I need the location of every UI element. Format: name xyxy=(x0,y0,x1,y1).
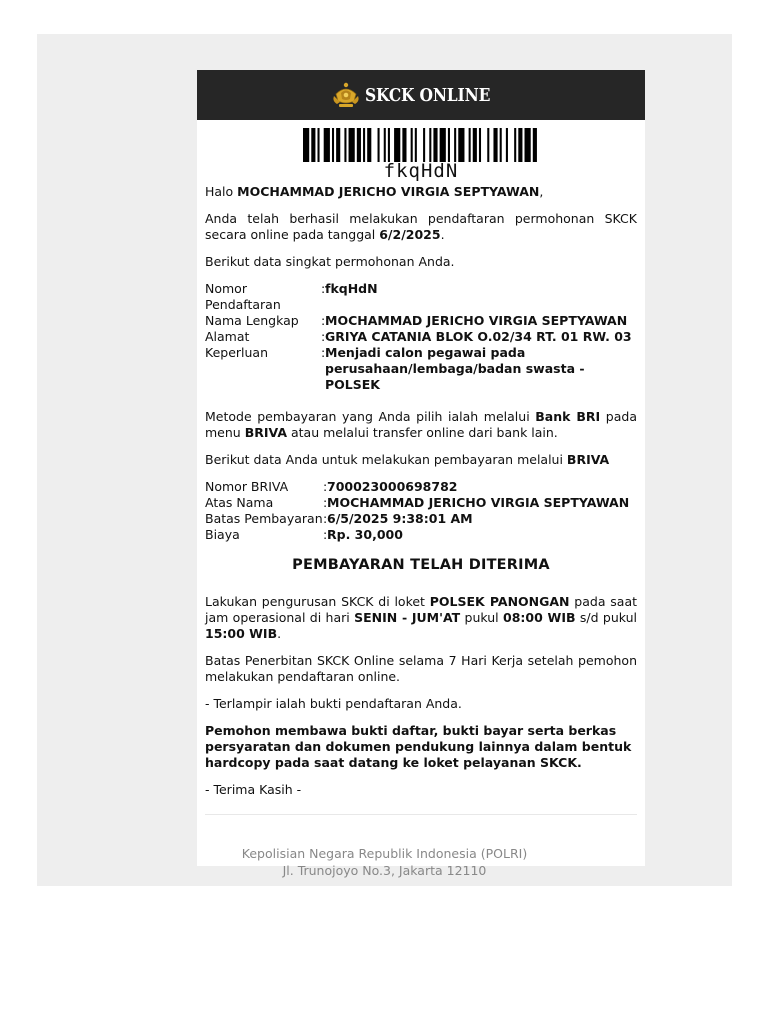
briva-details: Nomor BRIVA : 700023000698782 Atas Nama : MOCHAMMAD JERICHO VIRGIA SEPTYAWAN Batas Pembayaran : 6/5/2025 9:38:01 AM Biaya : Rp. 30,000 xyxy=(205,479,637,543)
field-label: Atas Nama xyxy=(205,495,274,510)
brand-title: SKCK ONLINE xyxy=(365,84,491,106)
email-footer xyxy=(37,846,732,879)
email-background xyxy=(37,34,732,886)
registration-date: 6/2/2025 xyxy=(379,227,441,242)
field-label: Biaya xyxy=(205,527,240,542)
intro-paragraph: Anda telah berhasil melakukan pendaftaran permohonan SKCK secara online pada tanggal 6/2/2025. xyxy=(205,211,637,242)
attachment-note: - Terlampir ialah bukti pendaftaran Anda. xyxy=(205,696,462,711)
barcode-block xyxy=(197,128,645,182)
greeting: Halo MOCHAMMAD JERICHO VIRGIA SEPTYAWAN, xyxy=(205,184,544,199)
brand xyxy=(331,80,511,110)
thanks-text: - Terima Kasih - xyxy=(205,782,302,797)
email-card xyxy=(197,70,645,866)
field-label: Nomor Pendaftaran xyxy=(205,281,281,312)
email-body xyxy=(197,184,645,815)
briva-intro: Berikut data Anda untuk melakukan pembayaran melalui BRIVA xyxy=(205,452,610,467)
barcode-code: fkqHdN xyxy=(383,160,459,182)
field-label: Nama Lengkap xyxy=(205,313,299,328)
bring-documents-note: Pemohon membawa bukti daftar, bukti bayar serta berkas persyaratan dan dokumen pendukung lainnya dalam bentuk hardcopy pada saat datang ke loket pelayanan SKCK. xyxy=(205,723,632,770)
registration-details: Nomor Pendaftaran : fkqHdN Nama Lengkap : MOCHAMMAD JERICHO VIRGIA SEPTYAWAN Alamat : GRIYA CATANIA BLOK O.02/34 RT. 01 RW. 03 Keperluan : Menjadi calon pegawai pada perusahaan/lembaga/badan swasta - POLSEK xyxy=(205,281,637,393)
divider xyxy=(205,814,637,815)
applicant-name: MOCHAMMAD JERICHO VIRGIA SEPTYAWAN xyxy=(237,184,540,199)
field-label: Alamat xyxy=(205,329,250,344)
footer-organization: Kepolisian Negara Republik Indonesia (POLRI) xyxy=(241,846,528,861)
payment-method-paragraph: Metode pembayaran yang Anda pilih ialah melalui Bank BRI pada menu BRIVA atau melalui transfer online dari bank lain. xyxy=(205,409,637,440)
field-label: Batas Pembayaran xyxy=(205,511,323,526)
field-value: MOCHAMMAD JERICHO VIRGIA SEPTYAWAN xyxy=(325,313,628,328)
field-value: fkqHdN xyxy=(325,281,378,296)
briva-number: 700023000698782 xyxy=(327,479,458,494)
field-label: Nomor BRIVA xyxy=(205,479,289,494)
payment-deadline: 6/5/2025 9:38:01 AM xyxy=(327,511,473,526)
summary-intro: Berikut data singkat permohonan Anda. xyxy=(205,254,455,269)
deadline-note: Batas Penerbitan SKCK Online selama 7 Hari Kerja setelah pemohon melakukan pendaftaran online. xyxy=(205,653,637,684)
payment-status-title: PEMBAYARAN TELAH DITERIMA xyxy=(292,557,550,573)
footer-address: Jl. Trunojoyo No.3, Jakarta 12110 xyxy=(282,862,487,878)
fee: Rp. 30,000 xyxy=(327,527,403,542)
email-header xyxy=(197,70,645,120)
barcode-image xyxy=(301,128,541,162)
field-value: MOCHAMMAD JERICHO VIRGIA SEPTYAWAN xyxy=(327,495,630,510)
polri-emblem-icon xyxy=(331,80,361,110)
field-label: Keperluan xyxy=(205,345,269,360)
field-value: GRIYA CATANIA BLOK O.02/34 RT. 01 RW. 03 xyxy=(325,329,632,344)
instructions-paragraph: Lakukan pengurusan SKCK di loket POLSEK PANONGAN pada saat jam operasional di hari SENIN - JUM'AT pukul 08:00 WIB s/d pukul 15:00 WIB. xyxy=(205,594,638,641)
field-value: Menjadi calon pegawai pada perusahaan/lembaga/badan swasta - POLSEK xyxy=(325,345,585,392)
